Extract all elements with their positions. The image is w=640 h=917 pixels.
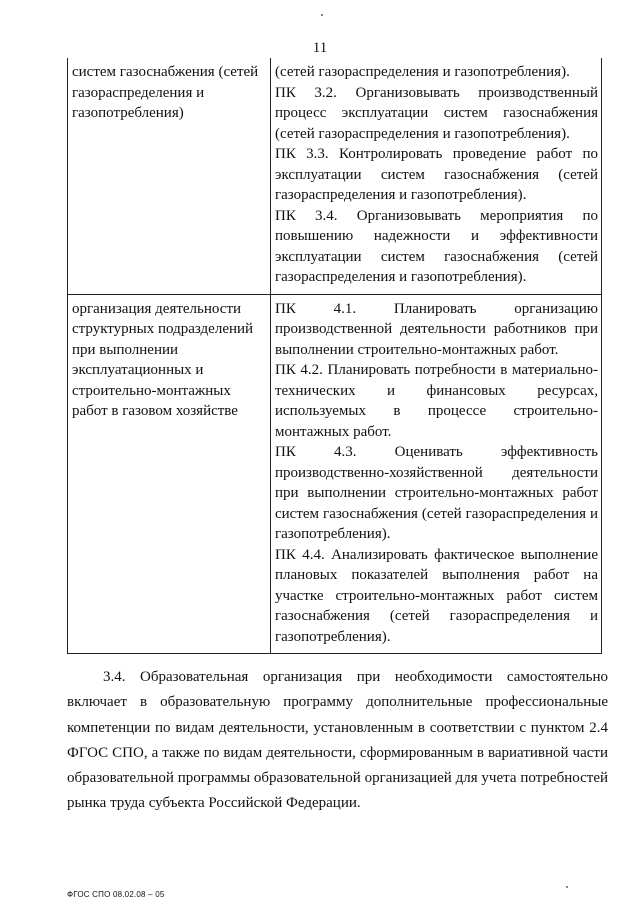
competencies-cell — [271, 294, 602, 654]
table-row — [68, 58, 602, 294]
page-number: 11 — [312, 40, 328, 56]
scan-dot — [321, 14, 323, 16]
competencies-cell — [271, 58, 602, 294]
activity-cell: организация деятельности структурных подразделений при выполнении эксплуатационных и строительно-монтажных работ в газовом хозяйстве — [68, 294, 271, 654]
section-paragraph: 3.4. Образовательная организация при необходимости самостоятельно включает в образовательную программу дополнительные профессиональные компетенции по видам деятельности, установленным в соответствии с пунктом 2.4 ФГОС СПО, а также по видам деятельности, сформированным в вариативной части образовательной программы образовательной организацией для учета потребностей рынка труда субъекта Российской Федерации. — [67, 669, 608, 812]
table-row — [68, 294, 602, 654]
competency-text: ПК 3.3. Контролировать проведение работ по эксплуатации систем газоснабжения (сетей газораспределения и газопотребления). — [275, 146, 598, 203]
competency-text: ПК 4.2. Планировать потребности в материально-технических и финансовых ресурсах, используемых в процессе строительно-монтажных работ. — [275, 362, 598, 440]
competency-text: ПК 3.4. Организовывать мероприятия по повышению надежности и эффективности эксплуатации систем газоснабжения (сетей газораспределения и газопотребления). — [275, 207, 598, 285]
footer-code: ФГОС СПО 08.02.08 – 05 — [67, 890, 165, 899]
competency-text: ПК 4.1. Планировать организацию производственной деятельности работников при выполнении строительно-монтажных работ. — [275, 300, 598, 358]
scan-dot — [566, 886, 568, 888]
competency-text: ПК 4.3. Оценивать эффективность производственно-хозяйственной деятельности при выполнении строительно-монтажных работ систем газоснабжения (сетей газораспределения и газопотребления). — [275, 444, 598, 542]
competency-text: (сетей газораспределения и газопотребления). — [275, 64, 570, 80]
competency-text: ПК 4.4. Анализировать фактическое выполнение плановых показателей выполнения работ на участке строительно-монтажных работ систем газоснабжения (сетей газораспределения и газопотребления). — [275, 546, 598, 645]
competency-text: ПК 3.2. Организовывать производственный процесс эксплуатации систем газоснабжения (сетей газораспределения и газопотребления). — [275, 84, 598, 142]
competencies-table — [67, 58, 602, 654]
activity-cell: систем газоснабжения (сетей газораспределения и газопотребления) — [68, 58, 271, 294]
